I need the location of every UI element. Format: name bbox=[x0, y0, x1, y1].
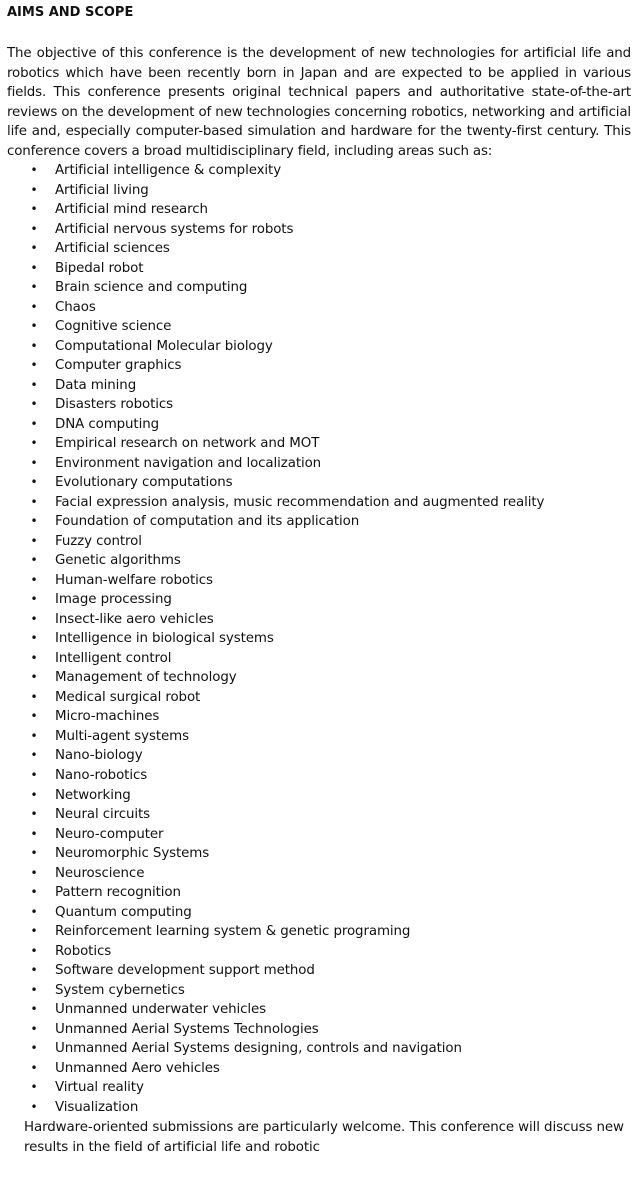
list-item bbox=[0, 434, 638, 454]
bullet-icon: • bbox=[30, 182, 38, 197]
list-item-label: Evolutionary computations bbox=[55, 475, 233, 491]
list-item bbox=[0, 376, 638, 396]
bullet-icon: • bbox=[30, 728, 38, 743]
list-item bbox=[0, 883, 638, 903]
list-item-label: Unmanned Aero vehicles bbox=[55, 1060, 220, 1076]
bullet-icon: • bbox=[30, 514, 38, 529]
list-item bbox=[0, 551, 638, 571]
list-item-label: Micro-machines bbox=[55, 709, 160, 725]
bullet-icon: • bbox=[30, 533, 38, 548]
list-item bbox=[0, 825, 638, 845]
list-item-label: DNA computing bbox=[55, 416, 159, 432]
bullet-icon: • bbox=[30, 299, 38, 314]
list-item-label: Genetic algorithms bbox=[55, 553, 181, 569]
list-item-label: Intelligent control bbox=[55, 650, 172, 666]
list-item bbox=[0, 493, 638, 513]
list-item bbox=[0, 1000, 638, 1020]
list-item bbox=[0, 981, 638, 1001]
list-item-label: Environment navigation and localization bbox=[55, 455, 322, 471]
list-item bbox=[0, 668, 638, 688]
list-item-label: Management of technology bbox=[55, 670, 237, 686]
list-item-label: Unmanned Aerial Systems designing, controls and navigation bbox=[55, 1041, 462, 1057]
list-item-label: Brain science and computing bbox=[55, 280, 248, 296]
closing-paragraph: Hardware-oriented submissions are particularly welcome. This conference will discuss new results in the field of artificial life and robotic bbox=[24, 1120, 624, 1155]
bullet-icon: • bbox=[30, 494, 38, 509]
list-item-label: Facial expression analysis, music recommendation and augmented reality bbox=[55, 494, 545, 510]
list-item bbox=[0, 1098, 638, 1118]
bullet-icon: • bbox=[30, 397, 38, 412]
list-item bbox=[0, 454, 638, 474]
bullet-icon: • bbox=[30, 846, 38, 861]
bullet-icon: • bbox=[30, 650, 38, 665]
list-item bbox=[0, 844, 638, 864]
list-item bbox=[0, 786, 638, 806]
list-item-label: Disasters robotics bbox=[55, 397, 174, 413]
bullet-icon: • bbox=[30, 592, 38, 607]
list-item bbox=[0, 610, 638, 630]
bullet-icon: • bbox=[30, 455, 38, 470]
bullet-icon: • bbox=[30, 807, 38, 822]
list-item-label: Reinforcement learning system & genetic programing bbox=[55, 924, 411, 940]
bullet-icon: • bbox=[30, 280, 38, 295]
bullet-icon: • bbox=[30, 475, 38, 490]
list-item bbox=[0, 590, 638, 610]
list-item bbox=[0, 473, 638, 493]
bullet-icon: • bbox=[30, 982, 38, 997]
list-item-label: Bipedal robot bbox=[55, 260, 144, 276]
list-item bbox=[0, 356, 638, 376]
list-item-label: Human-welfare robotics bbox=[55, 572, 213, 588]
list-item bbox=[0, 200, 638, 220]
bullet-icon: • bbox=[30, 436, 38, 451]
bullet-icon: • bbox=[30, 1002, 38, 1017]
list-item-label: Computational Molecular biology bbox=[55, 338, 273, 354]
list-item bbox=[0, 942, 638, 962]
bullet-icon: • bbox=[30, 260, 38, 275]
bullet-icon: • bbox=[30, 1041, 38, 1056]
list-item-label: Neuroscience bbox=[55, 865, 145, 881]
list-item-label: Nano-biology bbox=[55, 748, 143, 764]
bullet-icon: • bbox=[30, 319, 38, 334]
list-item-label: Artificial living bbox=[55, 182, 149, 198]
bullet-icon: • bbox=[30, 572, 38, 587]
list-item bbox=[0, 903, 638, 923]
bullet-icon: • bbox=[30, 377, 38, 392]
bullet-icon: • bbox=[30, 1060, 38, 1075]
bullet-icon: • bbox=[30, 787, 38, 802]
list-item bbox=[0, 532, 638, 552]
list-item bbox=[0, 571, 638, 591]
list-item-label: Nano-robotics bbox=[55, 767, 148, 783]
list-item-label: Fuzzy control bbox=[55, 533, 142, 549]
bullet-icon: • bbox=[30, 767, 38, 782]
list-item bbox=[0, 259, 638, 279]
list-item-label: Networking bbox=[55, 787, 131, 803]
list-item bbox=[0, 1020, 638, 1040]
list-item-label: Robotics bbox=[55, 943, 112, 959]
list-item bbox=[0, 1039, 638, 1059]
bullet-icon: • bbox=[30, 748, 38, 763]
bullet-icon: • bbox=[30, 904, 38, 919]
list-item-label: Artificial mind research bbox=[55, 202, 208, 218]
list-item-label: Neural circuits bbox=[55, 807, 151, 823]
list-item-label: Artificial sciences bbox=[55, 241, 170, 257]
list-item-label: Quantum computing bbox=[55, 904, 192, 920]
list-item bbox=[0, 161, 638, 181]
bullet-icon: • bbox=[30, 963, 38, 978]
list-item-label: Empirical research on network and MOT bbox=[55, 436, 320, 452]
list-item-label: Chaos bbox=[55, 299, 96, 315]
bullet-icon: • bbox=[30, 202, 38, 217]
list-item bbox=[0, 298, 638, 318]
list-item bbox=[0, 727, 638, 747]
bullet-icon: • bbox=[30, 1080, 38, 1095]
list-item-label: Computer graphics bbox=[55, 358, 182, 374]
list-item bbox=[0, 746, 638, 766]
list-item-label: Insect-like aero vehicles bbox=[55, 611, 214, 627]
topic-list bbox=[0, 161, 638, 1117]
bullet-icon: • bbox=[30, 689, 38, 704]
page-title: AIMS AND SCOPE bbox=[7, 5, 134, 20]
bullet-icon: • bbox=[30, 709, 38, 724]
bullet-icon: • bbox=[30, 631, 38, 646]
list-item bbox=[0, 805, 638, 825]
bullet-icon: • bbox=[30, 416, 38, 431]
list-item bbox=[0, 220, 638, 240]
list-item bbox=[0, 961, 638, 981]
list-item-label: Intelligence in biological systems bbox=[55, 631, 274, 647]
list-item bbox=[0, 181, 638, 201]
list-item-label: Foundation of computation and its application bbox=[55, 514, 360, 530]
list-item-label: Visualization bbox=[55, 1099, 139, 1115]
list-item-label: Virtual reality bbox=[55, 1080, 144, 1096]
list-item-label: Multi-agent systems bbox=[55, 728, 189, 744]
list-item-label: Image processing bbox=[55, 592, 172, 608]
list-item-label: Pattern recognition bbox=[55, 885, 181, 901]
list-item-label: Data mining bbox=[55, 377, 137, 393]
list-item-label: System cybernetics bbox=[55, 982, 185, 998]
list-item bbox=[0, 629, 638, 649]
bullet-icon: • bbox=[30, 865, 38, 880]
list-item-label: Cognitive science bbox=[55, 319, 172, 335]
list-item bbox=[0, 337, 638, 357]
list-item bbox=[0, 707, 638, 727]
list-item-label: Unmanned Aerial Systems Technologies bbox=[55, 1021, 319, 1037]
list-item-label: Software development support method bbox=[55, 963, 315, 979]
list-item bbox=[0, 317, 638, 337]
list-item bbox=[0, 239, 638, 259]
bullet-icon: • bbox=[30, 163, 38, 177]
bullet-icon: • bbox=[30, 826, 38, 841]
bullet-icon: • bbox=[30, 358, 38, 373]
bullet-icon: • bbox=[30, 924, 38, 939]
bullet-icon: • bbox=[30, 221, 38, 236]
bullet-icon: • bbox=[30, 670, 38, 685]
list-item bbox=[0, 1078, 638, 1098]
list-item-label: Artificial nervous systems for robots bbox=[55, 221, 294, 237]
bullet-icon: • bbox=[30, 553, 38, 568]
list-item bbox=[0, 922, 638, 942]
bullet-icon: • bbox=[30, 885, 38, 900]
intro-paragraph: The objective of this conference is the development of new technologies for artificial life and robotics which have been recently born in Japan and are expected to be applied in various fields. This conference presents original technical papers and authoritative state-of-the-art reviews on the development of new technologies concerning robotics, networking and artificial life and, especially computer-based simulation and hardware for the twenty-first century. This conference covers a broad multidisciplinary field, including areas such as: bbox=[7, 46, 631, 159]
list-item bbox=[0, 688, 638, 708]
list-item-label: Unmanned underwater vehicles bbox=[55, 1002, 266, 1018]
bullet-icon: • bbox=[30, 943, 38, 958]
bullet-icon: • bbox=[30, 1021, 38, 1036]
bullet-icon: • bbox=[30, 241, 38, 256]
list-item bbox=[0, 278, 638, 298]
list-item bbox=[0, 864, 638, 884]
bullet-icon: • bbox=[30, 338, 38, 353]
list-item-label: Neuromorphic Systems bbox=[55, 846, 210, 862]
list-item bbox=[0, 766, 638, 786]
bullet-icon: • bbox=[30, 611, 38, 626]
list-item bbox=[0, 512, 638, 532]
list-item bbox=[0, 395, 638, 415]
list-item-label: Medical surgical robot bbox=[55, 689, 201, 705]
list-item bbox=[0, 1059, 638, 1079]
list-item-label: Neuro-computer bbox=[55, 826, 164, 842]
list-item-label: Artificial intelligence & complexity bbox=[55, 163, 282, 178]
list-item bbox=[0, 415, 638, 435]
list-item bbox=[0, 649, 638, 669]
bullet-icon: • bbox=[30, 1099, 38, 1114]
